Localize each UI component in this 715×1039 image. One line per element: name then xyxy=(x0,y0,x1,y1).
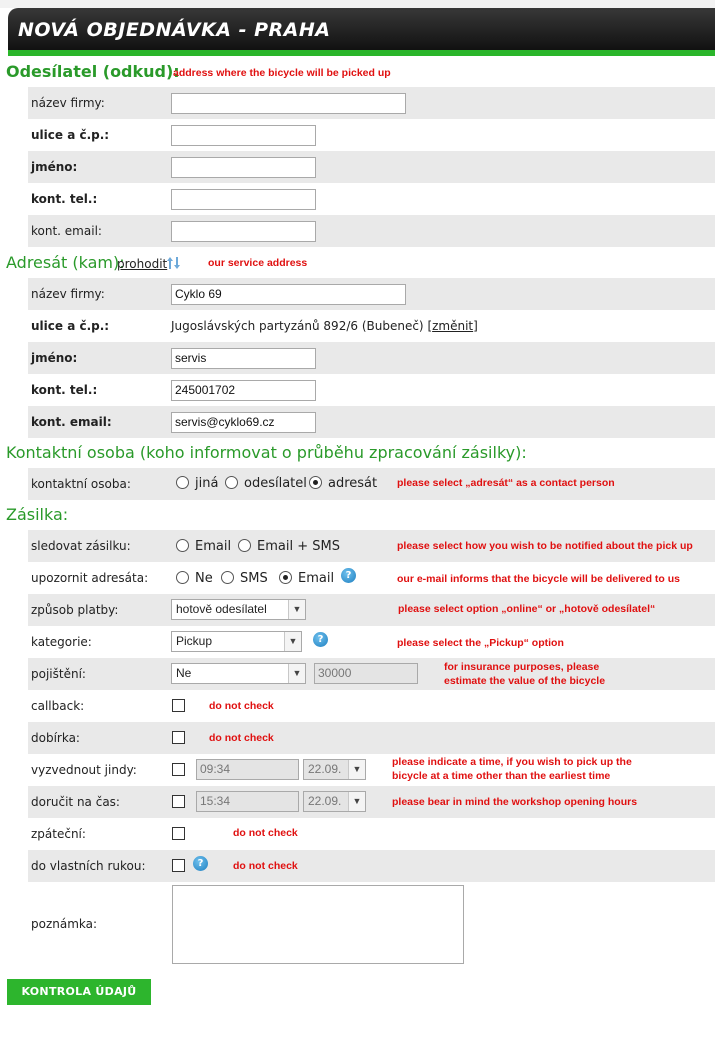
sender-email-row xyxy=(28,215,715,247)
insurance-amount-input[interactable]: 30000 xyxy=(314,663,418,684)
contact-radio-other[interactable] xyxy=(176,476,189,489)
insurance-row xyxy=(28,658,715,690)
recipient-name-label: jméno: xyxy=(31,351,78,365)
track-row xyxy=(28,530,715,562)
deliver-time-input[interactable]: 15:34 xyxy=(196,791,299,812)
pickup-later-note-line2: bicycle at a time other than the earliest time xyxy=(392,770,611,782)
pickup-later-time-input[interactable]: 09:34 xyxy=(196,759,299,780)
recipient-heading: Adresát (kam): xyxy=(6,253,125,272)
title-underline xyxy=(8,50,715,56)
sender-phone-row xyxy=(28,183,715,215)
swap-arrows-icon[interactable] xyxy=(166,256,182,270)
chevron-down-icon: ▼ xyxy=(348,792,365,811)
contact-option-recipient: adresát xyxy=(328,476,378,491)
recipient-company-row xyxy=(28,278,715,310)
chevron-down-icon: ▼ xyxy=(348,760,365,779)
recipient-name-input[interactable]: servis xyxy=(171,348,316,369)
notify-radio-no[interactable] xyxy=(176,571,189,584)
track-radio-email[interactable] xyxy=(176,539,189,552)
deliver-note: please bear in mind the workshop opening hours xyxy=(392,796,638,808)
top-strip xyxy=(0,0,715,8)
sender-phone-input[interactable] xyxy=(171,189,316,210)
change-address-link[interactable]: změnit xyxy=(432,319,474,333)
contact-option-other: jiná xyxy=(195,476,219,491)
pickup-later-date-select[interactable]: 22.09. ▼ xyxy=(303,759,366,780)
cod-note: do not check xyxy=(209,732,274,744)
own-hands-note: do not check xyxy=(233,860,298,872)
chevron-down-icon: ▼ xyxy=(284,632,301,651)
track-radio-email-sms[interactable] xyxy=(238,539,251,552)
recipient-note: our service address xyxy=(208,257,308,269)
deliver-time-checkbox[interactable] xyxy=(172,795,185,808)
insurance-label: pojištění: xyxy=(31,667,86,681)
chevron-down-icon: ▼ xyxy=(288,664,305,683)
category-row xyxy=(28,626,715,658)
contact-radio-sender[interactable] xyxy=(225,476,238,489)
category-label: kategorie: xyxy=(31,635,92,649)
notify-radio-email[interactable] xyxy=(279,571,292,584)
sender-name-label: jméno: xyxy=(31,160,78,174)
payment-note: please select option „online“ or „hotově odesílatel“ xyxy=(398,603,656,615)
contact-heading: Kontaktní osoba (koho informovat o průběhu zpracování zásilky): xyxy=(6,443,527,462)
deliver-date-select[interactable]: 22.09. ▼ xyxy=(303,791,366,812)
payment-row xyxy=(28,594,715,626)
cod-checkbox[interactable] xyxy=(172,731,185,744)
recipient-company-label: název firmy: xyxy=(31,287,105,301)
callback-checkbox[interactable] xyxy=(172,699,185,712)
return-checkbox[interactable] xyxy=(172,827,185,840)
recipient-name-row xyxy=(28,342,715,374)
track-label: sledovat zásilku: xyxy=(31,539,131,553)
pickup-later-note-line1: please indicate a time, if you wish to pick up the xyxy=(392,756,632,768)
pickup-later-checkbox[interactable] xyxy=(172,763,185,776)
sender-email-input[interactable] xyxy=(171,221,316,242)
insurance-select[interactable]: Ne ▼ xyxy=(171,663,306,684)
pickup-later-row xyxy=(28,754,715,786)
notify-option-sms: SMS xyxy=(240,571,268,586)
note-row xyxy=(28,882,715,968)
payment-select[interactable]: hotově odesílatel ▼ xyxy=(171,599,306,620)
help-icon[interactable]: ? xyxy=(193,856,208,871)
notify-option-email: Email xyxy=(298,571,335,586)
recipient-phone-row xyxy=(28,374,715,406)
return-label: zpáteční: xyxy=(31,827,86,841)
help-icon[interactable]: ? xyxy=(313,632,328,647)
title-bar xyxy=(8,8,715,50)
sender-phone-label: kont. tel.: xyxy=(31,192,98,206)
track-note: please select how you wish to be notified about the pick up xyxy=(397,540,693,552)
recipient-street-row xyxy=(28,310,715,342)
return-row xyxy=(28,818,715,850)
swap-link[interactable]: prohodit xyxy=(117,257,168,271)
contact-label: kontaktní osoba: xyxy=(31,477,131,491)
category-select[interactable]: Pickup ▼ xyxy=(171,631,302,652)
help-icon[interactable]: ? xyxy=(341,568,356,583)
recipient-email-label: kont. email: xyxy=(31,415,112,429)
sender-name-row xyxy=(28,151,715,183)
track-option-email-sms: Email + SMS xyxy=(257,539,340,554)
sender-street-label: ulice a č.p.: xyxy=(31,128,110,142)
recipient-phone-label: kont. tel.: xyxy=(31,383,98,397)
callback-label: callback: xyxy=(31,699,85,713)
deliver-time-label: doručit na čas: xyxy=(31,795,120,809)
notify-note: our e-mail informs that the bicycle will be delivered to us xyxy=(397,573,680,585)
contact-option-sender: odesílatel xyxy=(244,476,307,491)
recipient-company-input[interactable]: Cyklo 69 xyxy=(171,284,406,305)
contact-radio-recipient[interactable] xyxy=(309,476,322,489)
page-title: NOVÁ OBJEDNÁVKA - PRAHA xyxy=(18,19,331,41)
sender-name-input[interactable] xyxy=(171,157,316,178)
notify-option-no: Ne xyxy=(195,571,213,586)
notify-row xyxy=(28,562,715,594)
recipient-email-row xyxy=(28,406,715,438)
sender-email-label: kont. email: xyxy=(31,224,102,238)
notify-label: upozornit adresáta: xyxy=(31,571,149,585)
insurance-note-line2: estimate the value of the bicycle xyxy=(444,675,606,687)
shipment-heading: Zásilka: xyxy=(6,505,69,524)
notify-radio-sms[interactable] xyxy=(221,571,234,584)
check-data-button[interactable]: KONTROLA ÚDAJŮ xyxy=(7,979,151,1005)
contact-row xyxy=(28,468,715,500)
category-note: please select the „Pickup“ option xyxy=(397,637,564,649)
sender-company-label: název firmy: xyxy=(31,96,105,110)
callback-row xyxy=(28,690,715,722)
note-textarea[interactable] xyxy=(172,885,464,964)
return-note: do not check xyxy=(233,827,298,839)
cod-label: dobírka: xyxy=(31,731,80,745)
contact-note: please select „adresát“ as a contact person xyxy=(397,477,615,489)
pickup-later-label: vyzvednout jindy: xyxy=(31,763,137,777)
own-hands-checkbox[interactable] xyxy=(172,859,185,872)
insurance-note-line1: for insurance purposes, please xyxy=(444,661,600,673)
sender-street-input[interactable] xyxy=(171,125,316,146)
cod-row xyxy=(28,722,715,754)
sender-company-input[interactable] xyxy=(171,93,406,114)
recipient-street-value: Jugoslávských partyzánů 892/6 (Bubeneč) [změnit] xyxy=(171,319,478,333)
callback-note: do not check xyxy=(209,700,274,712)
sender-street-row xyxy=(28,119,715,151)
recipient-email-input[interactable]: servis@cyklo69.cz xyxy=(171,412,316,433)
payment-label: způsob platby: xyxy=(31,603,119,617)
track-option-email: Email xyxy=(195,539,232,554)
sender-note: address where the bicycle will be picked up xyxy=(173,67,391,79)
recipient-street-label: ulice a č.p.: xyxy=(31,319,110,333)
own-hands-row xyxy=(28,850,715,882)
note-label: poznámka: xyxy=(31,917,98,931)
own-hands-label: do vlastních rukou: xyxy=(31,859,146,873)
deliver-time-row xyxy=(28,786,715,818)
sender-company-row xyxy=(28,87,715,119)
sender-heading: Odesílatel (odkud): xyxy=(6,62,180,81)
recipient-phone-input[interactable]: 245001702 xyxy=(171,380,316,401)
chevron-down-icon: ▼ xyxy=(288,600,305,619)
